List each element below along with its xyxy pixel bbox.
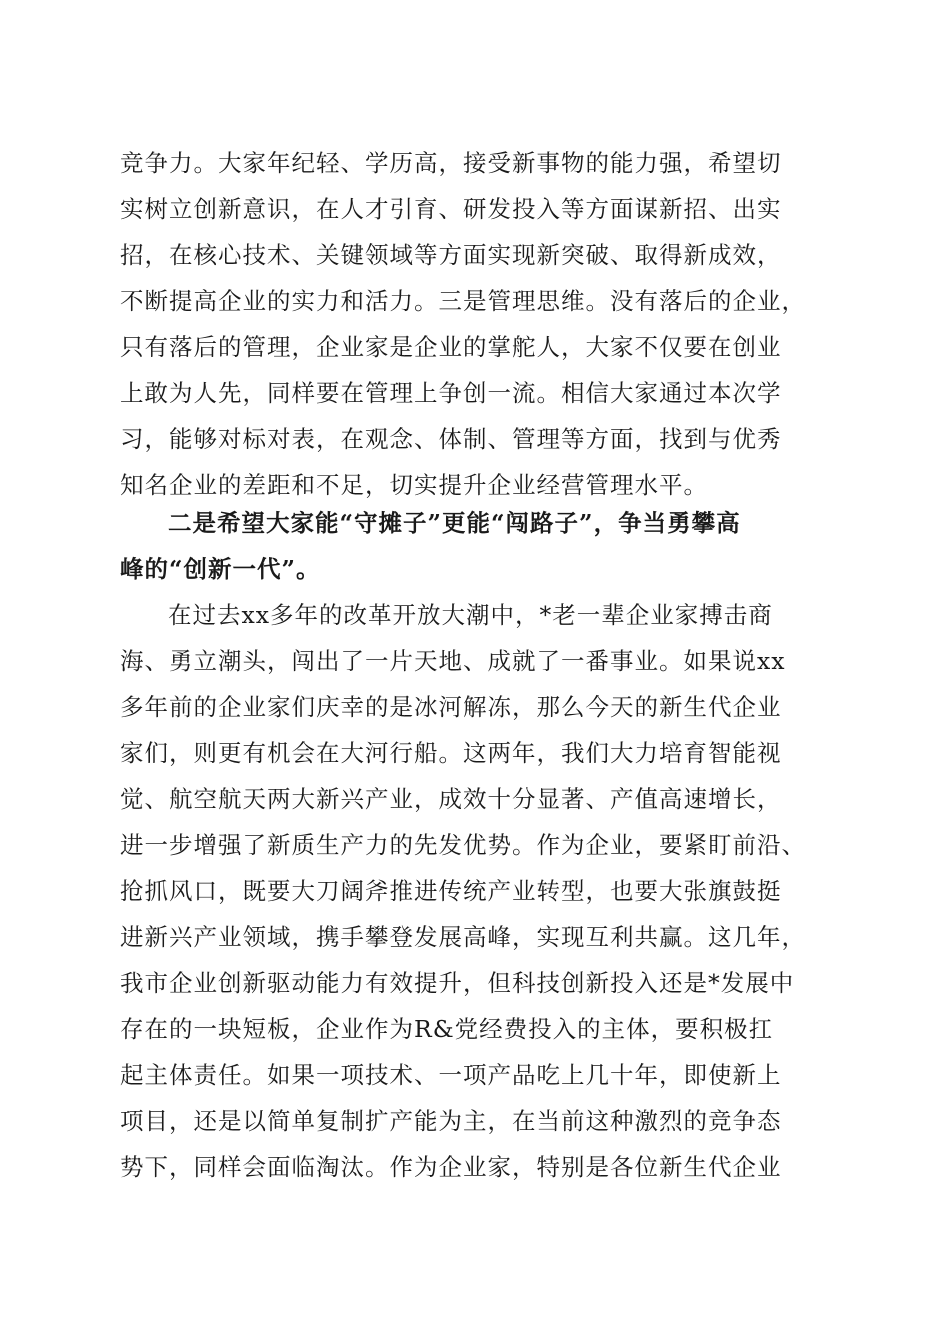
- paragraph-line: 实树立创新意识，在人才引育、研发投入等方面谋新招、出实: [120, 195, 782, 223]
- paragraph-line: 知名企业的差距和不足，切实提升企业经营管理水平。: [120, 471, 708, 499]
- heading-line: 峰的“创新一代”。: [120, 555, 321, 583]
- paragraph-line: 在过去xx多年的改革开放大潮中，*老一辈企业家搏击商: [168, 601, 773, 629]
- paragraph-line: 竞争力。大家年纪轻、学历高，接受新事物的能力强，希望切: [120, 149, 782, 177]
- paragraph-line: 多年前的企业家们庆幸的是冰河解冻，那么今天的新生代企业: [120, 693, 782, 721]
- paragraph-line: 海、勇立潮头，闯出了一片天地、成就了一番事业。如果说xx: [120, 647, 786, 675]
- body-paragraph: [120, 592, 840, 1190]
- paragraph-line: 进一步增强了新质生产力的先发优势。作为企业，要紧盯前沿、: [120, 831, 806, 859]
- paragraph-line: 不断提高企业的实力和活力。三是管理思维。没有落后的企业，: [120, 287, 806, 315]
- paragraph-line: 招，在核心技术、关键领域等方面实现新突破、取得新成效，: [120, 241, 782, 269]
- paragraph-line: 存在的一块短板，企业作为R&党经费投入的主体，要积极扛: [120, 1015, 774, 1043]
- paragraph-line: 觉、航空航天两大新兴产业，成效十分显著、产值高速增长，: [120, 785, 782, 813]
- paragraph-line: 势下，同样会面临淘汰。作为企业家，特别是各位新生代企业: [120, 1153, 782, 1181]
- paragraph-line: 习，能够对标对表，在观念、体制、管理等方面，找到与优秀: [120, 425, 782, 453]
- paragraph-line: 项目，还是以简单复制扩产能为主，在当前这种激烈的竞争态: [120, 1107, 782, 1135]
- paragraph-line: 我市企业创新驱动能力有效提升，但科技创新投入还是*发展中: [120, 969, 795, 997]
- heading-line: 二是希望大家能“守摊子”更能“闯路子”，争当勇攀高: [168, 509, 741, 537]
- paragraph-line: 上敢为人先，同样要在管理上争创一流。相信大家通过本次学: [120, 379, 782, 407]
- paragraph-line: 进新兴产业领域，携手攀登发展高峰，实现互利共赢。这几年，: [120, 923, 806, 951]
- paragraph-line: 起主体责任。如果一项技术、一项产品吃上几十年，即使新上: [120, 1061, 782, 1089]
- paragraph-line: 只有落后的管理，企业家是企业的掌舵人，大家不仅要在创业: [120, 333, 782, 361]
- section-heading: [120, 500, 840, 592]
- paragraph-line: 家们，则更有机会在大河行船。这两年，我们大力培育智能视: [120, 739, 782, 767]
- paragraph-line: 抢抓风口，既要大刀阔斧推进传统产业转型，也要大张旗鼓挺: [120, 877, 782, 905]
- body-paragraph-continued: [120, 140, 840, 508]
